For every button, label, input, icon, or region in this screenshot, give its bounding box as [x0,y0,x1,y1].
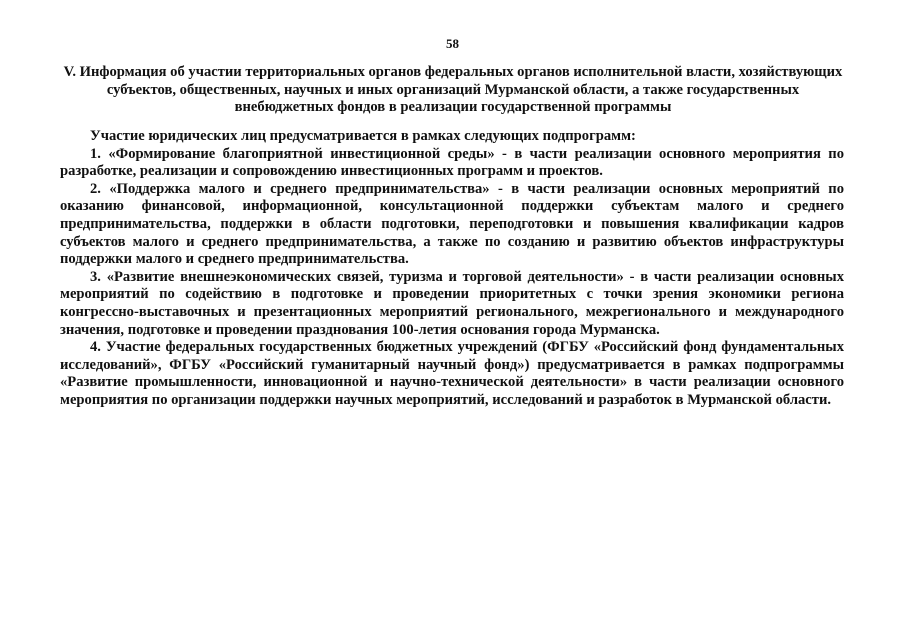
section-title: V. Информация об участии территориальных органов федеральных органов исполнительной власти, хозяйствующих субъектов, общественных, научных и иных организаций Мурманской области, а также государственных внебюджетных фондов в реализации государственной программы [63,64,843,115]
document-body [60,128,844,410]
intro-paragraph: Участие юридических лиц предусматривается в рамках следующих подпрограмм: [90,128,636,144]
list-item-paragraph-2: 2. «Поддержка малого и среднего предпринимательства» - в части реализации основных мероприятий по оказанию финансовой, информационной, консультационной поддержки субъектам малого и среднего предпринимательства, поддержки в области подготовки, переподготовки и повышения квалификации кадров субъектов малого и среднего предпринимательства, а также по созданию и развитию объектов инфраструктуры поддержки малого и среднего предпринимательства. [60,180,844,268]
list-item-paragraph-3: 3. «Развитие внешнеэкономических связей, туризма и торговой деятельности» - в части реализации основных мероприятий по содействию в подготовке и проведении приоритетных с точки зрения экономики региона конгрессно-выставочных и презентационных мероприятий регионального, межрегионального и международного значения, подготовке и проведении празднования 100-летия основания города Мурманска. [60,268,844,338]
page-number: 58 [446,36,459,51]
list-item-paragraph-1: 1. «Формирование благоприятной инвестиционной среды» - в части реализации основного мероприятия по разработке, реализации и сопровождению инвестиционных программ и проектов. [60,145,844,180]
list-item-paragraph-4: 4. Участие федеральных государственных бюджетных учреждений (ФГБУ «Российский фонд фундаментальных исследований», ФГБУ «Российский гуманитарный научный фонд») предусматривается в рамках подпрограммы «Развитие промышленности, инновационной и научно-технической деятельности» в части реализации основного мероприятия по организации поддержки научных мероприятий, исследований и разработок в Мурманской области. [60,339,844,408]
